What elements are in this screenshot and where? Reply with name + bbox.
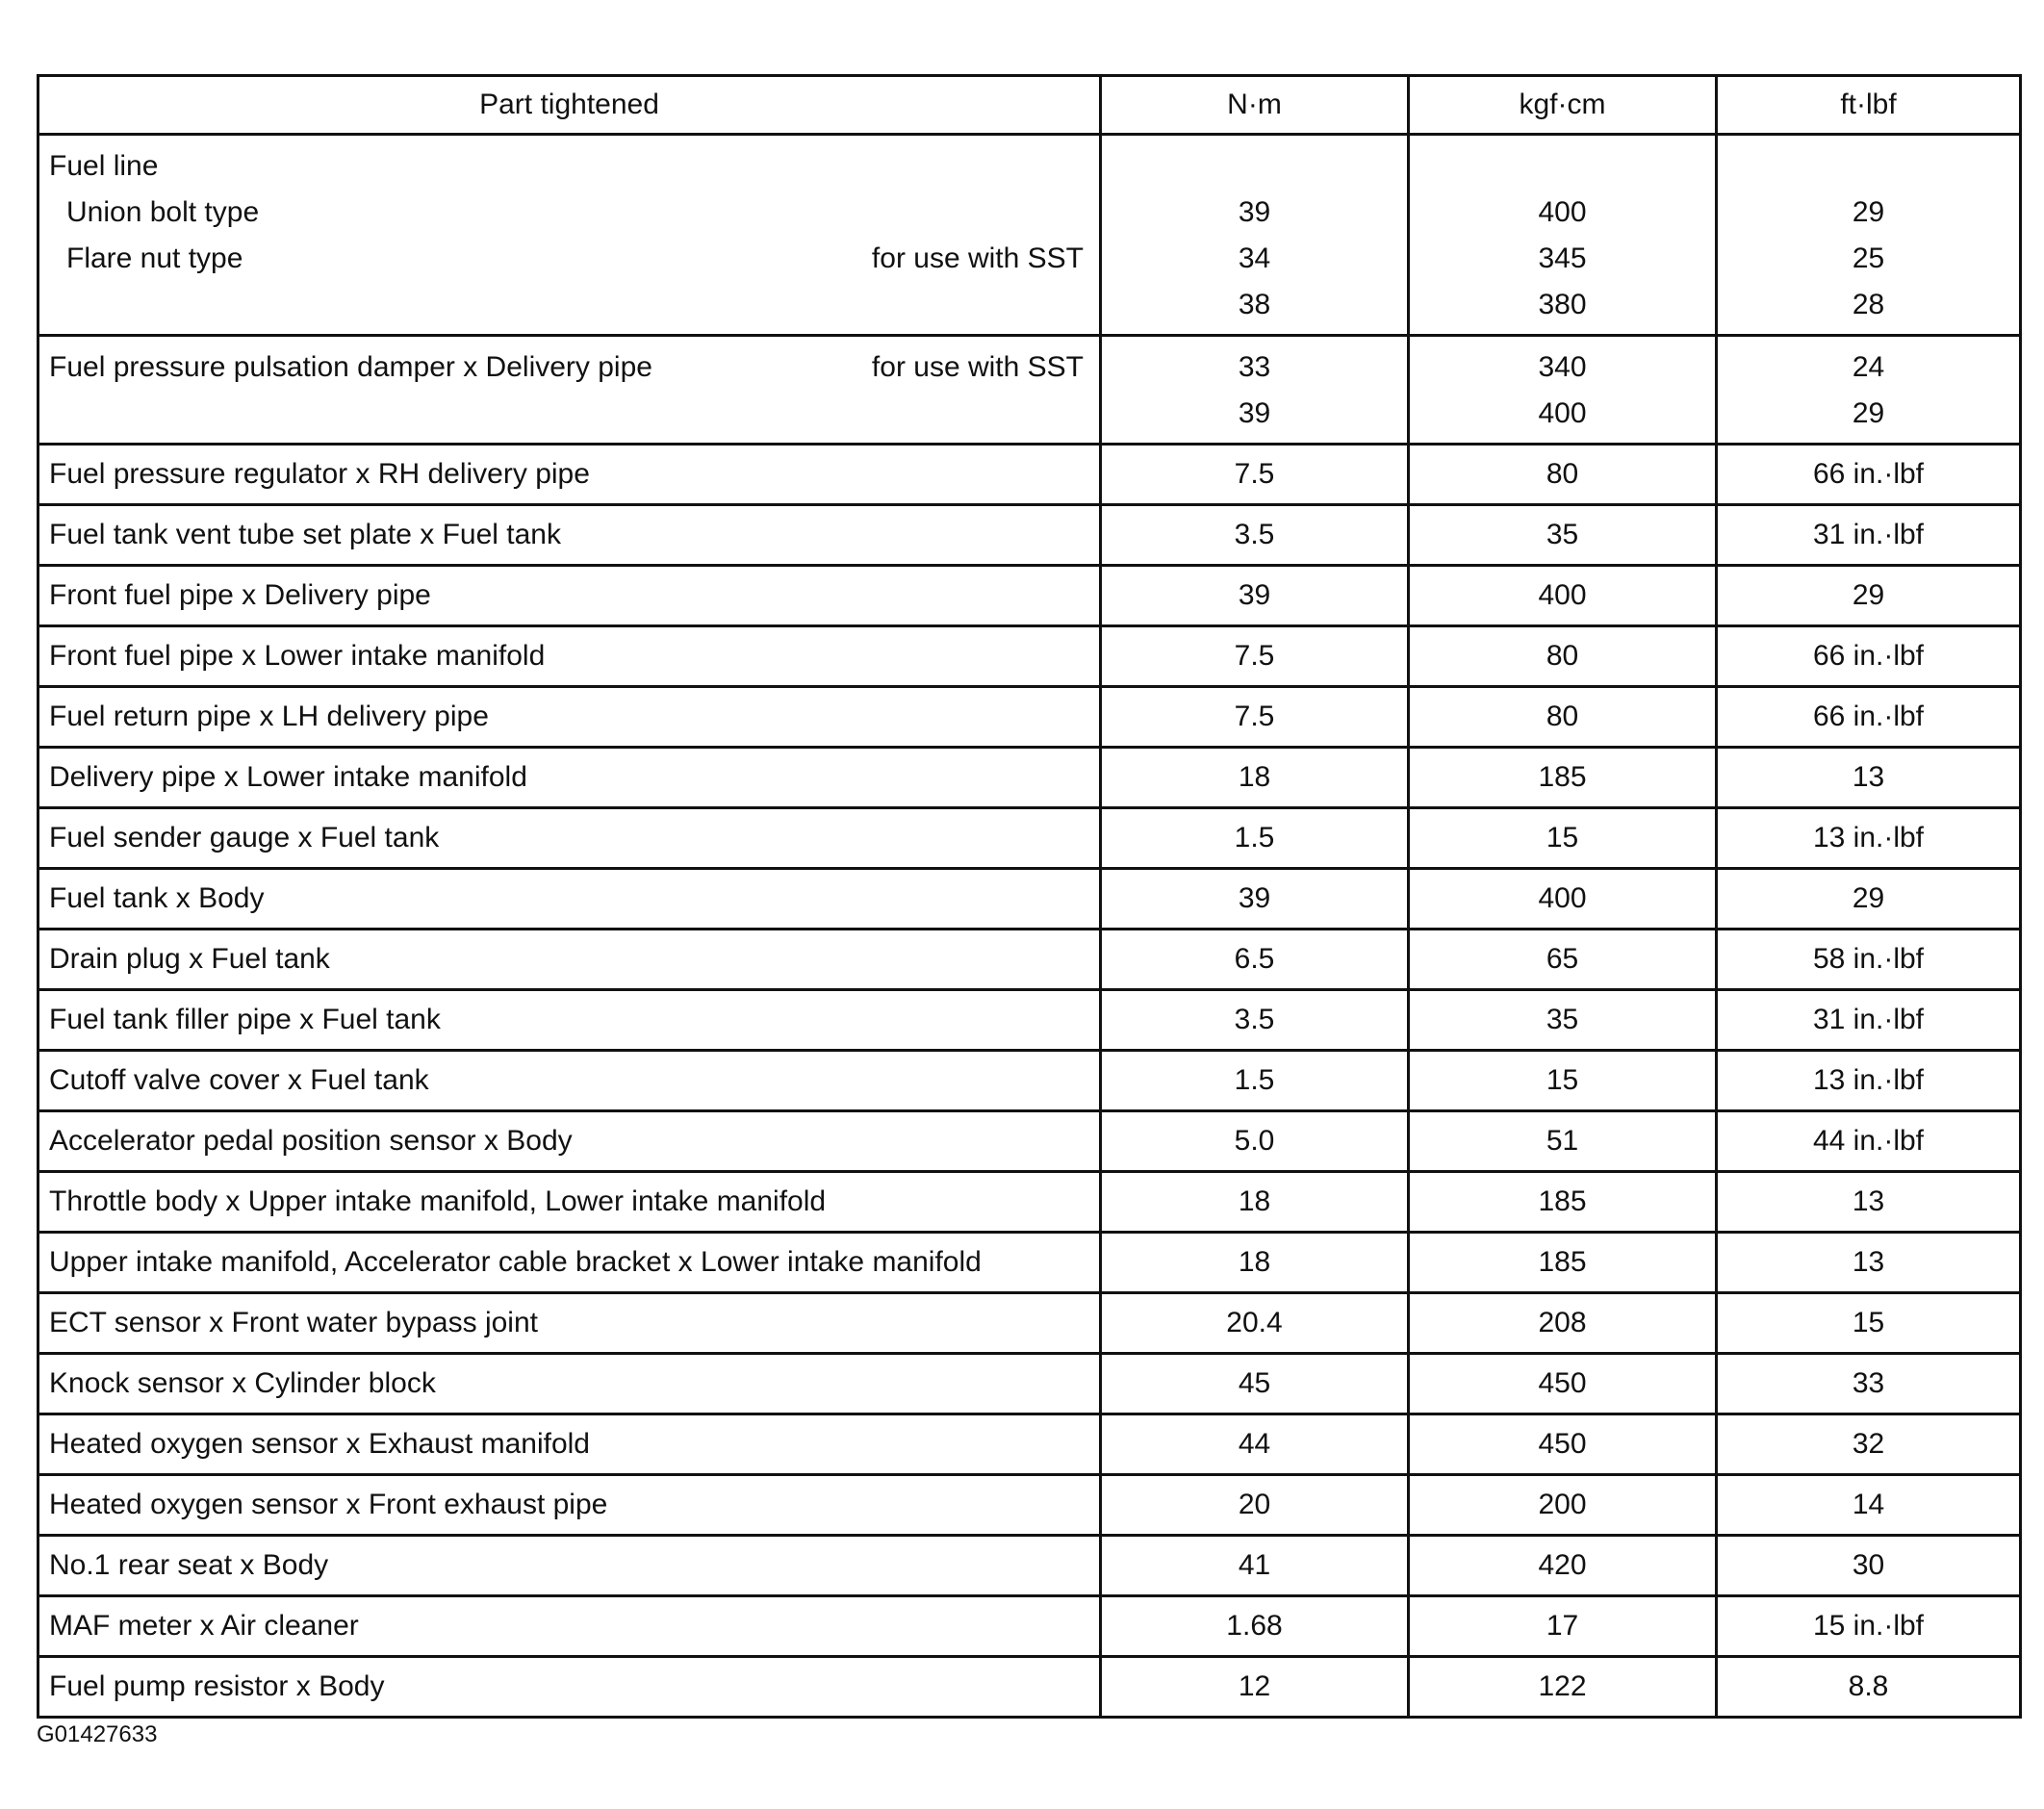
table-row [38, 1596, 2021, 1657]
row-part: Knock sensor x Cylinder block [38, 1354, 1101, 1414]
flare-nut-sst-note: for use with SST [871, 242, 1084, 274]
damper-ft: 29 [1852, 397, 1885, 429]
row-part: Fuel tank filler pipe x Fuel tank [38, 990, 1101, 1051]
table-row [38, 990, 2021, 1051]
row-kgf: 450 [1409, 1354, 1717, 1414]
table-row [38, 1414, 2021, 1475]
row-kgf: 200 [1409, 1475, 1717, 1536]
row-ft: 58 in.·lbf [1717, 930, 2021, 990]
row-ft: 29 [1717, 566, 2021, 626]
row-part: Heated oxygen sensor x Front exhaust pipe [38, 1475, 1101, 1536]
table-row [38, 1111, 2021, 1172]
table-row [38, 626, 2021, 687]
row-ft: 13 in.·lbf [1717, 1051, 2021, 1111]
row-part: Fuel tank vent tube set plate x Fuel tank [38, 505, 1101, 566]
row-kgf: 80 [1409, 445, 1717, 505]
union-bolt-label: Union bolt type [66, 196, 260, 228]
union-nm: 39 [1238, 196, 1271, 228]
damper-sst-kgf: 340 [1538, 351, 1587, 383]
row-kgf: 122 [1409, 1657, 1717, 1718]
row-part: MAF meter x Air cleaner [38, 1596, 1101, 1657]
damper-part-cell [38, 336, 1101, 445]
row-nm: 3.5 [1101, 990, 1409, 1051]
union-kgf: 400 [1538, 196, 1587, 228]
row-kgf: 185 [1409, 1172, 1717, 1233]
row-nm: 44 [1101, 1414, 1409, 1475]
blank-line [49, 282, 1084, 328]
table-row [38, 808, 2021, 869]
row-ft: 13 [1717, 1172, 2021, 1233]
fuel-line-ft-cell [1717, 135, 2021, 336]
row-ft: 31 in.·lbf [1717, 505, 2021, 566]
fuel-line-title-line [49, 143, 1084, 190]
row-kgf: 15 [1409, 808, 1717, 869]
row-ft: 32 [1717, 1414, 2021, 1475]
row-nm: 18 [1101, 1172, 1409, 1233]
row-nm: 1.68 [1101, 1596, 1409, 1657]
header-row [38, 76, 2021, 135]
row-part: Front fuel pipe x Delivery pipe [38, 566, 1101, 626]
flare-nut-label: Flare nut type [66, 242, 243, 274]
row-ft: 13 [1717, 748, 2021, 808]
damper-kgf-cell [1409, 336, 1717, 445]
row-part: Fuel pump resistor x Body [38, 1657, 1101, 1718]
damper-ft-cell [1717, 336, 2021, 445]
header-kgfcm: kgf·cm [1409, 76, 1717, 135]
damper-sst-nm: 33 [1238, 351, 1271, 383]
damper-sst-ft: 24 [1852, 351, 1885, 383]
figure-id: G01427633 [37, 1721, 158, 1747]
table-row [38, 505, 2021, 566]
table-row [38, 869, 2021, 930]
row-ft: 14 [1717, 1475, 2021, 1536]
header-part-tightened: Part tightened [38, 76, 1101, 135]
row-kgf: 450 [1409, 1414, 1717, 1475]
damper-nm: 39 [1238, 397, 1271, 429]
row-part: Upper intake manifold, Accelerator cable bracket x Lower intake manifold [38, 1233, 1101, 1293]
row-part: Drain plug x Fuel tank [38, 930, 1101, 990]
fuel-line-group-row [38, 135, 2021, 336]
row-part: Fuel sender gauge x Fuel tank [38, 808, 1101, 869]
row-nm: 45 [1101, 1354, 1409, 1414]
flare-sst-ft: 25 [1852, 242, 1885, 274]
fuel-line-kgf-cell [1409, 135, 1717, 336]
row-kgf: 400 [1409, 869, 1717, 930]
row-nm: 7.5 [1101, 445, 1409, 505]
table-row [38, 566, 2021, 626]
table-row [38, 1657, 2021, 1718]
row-part: Fuel pressure regulator x RH delivery pipe [38, 445, 1101, 505]
damper-group-row [38, 336, 2021, 445]
row-kgf: 80 [1409, 687, 1717, 748]
row-ft: 13 in.·lbf [1717, 808, 2021, 869]
row-nm: 12 [1101, 1657, 1409, 1718]
row-kgf: 80 [1409, 626, 1717, 687]
damper-title: Fuel pressure pulsation damper x Delivery pipe [49, 351, 652, 383]
row-ft: 29 [1717, 869, 2021, 930]
fuel-line-title: Fuel line [49, 150, 159, 182]
table-row [38, 930, 2021, 990]
row-kgf: 420 [1409, 1536, 1717, 1596]
table-row [38, 1293, 2021, 1354]
row-part: Heated oxygen sensor x Exhaust manifold [38, 1414, 1101, 1475]
row-nm: 1.5 [1101, 1051, 1409, 1111]
row-nm: 18 [1101, 748, 1409, 808]
row-part: Front fuel pipe x Lower intake manifold [38, 626, 1101, 687]
row-ft: 44 in.·lbf [1717, 1111, 2021, 1172]
fuel-line-nm-cell [1101, 135, 1409, 336]
row-part: Accelerator pedal position sensor x Body [38, 1111, 1101, 1172]
row-part: Fuel return pipe x LH delivery pipe [38, 687, 1101, 748]
row-nm: 7.5 [1101, 626, 1409, 687]
row-kgf: 35 [1409, 990, 1717, 1051]
row-nm: 1.5 [1101, 808, 1409, 869]
table-row [38, 1536, 2021, 1596]
row-kgf: 15 [1409, 1051, 1717, 1111]
row-ft: 33 [1717, 1354, 2021, 1414]
row-ft: 66 in.·lbf [1717, 626, 2021, 687]
row-kgf: 208 [1409, 1293, 1717, 1354]
row-nm: 39 [1101, 869, 1409, 930]
row-kgf: 35 [1409, 505, 1717, 566]
union-ft: 29 [1852, 196, 1885, 228]
header-ftlbf: ft·lbf [1717, 76, 2021, 135]
row-ft: 66 in.·lbf [1717, 445, 2021, 505]
row-nm: 5.0 [1101, 1111, 1409, 1172]
row-kgf: 185 [1409, 748, 1717, 808]
row-kgf: 185 [1409, 1233, 1717, 1293]
row-nm: 20 [1101, 1475, 1409, 1536]
row-ft: 8.8 [1717, 1657, 2021, 1718]
row-nm: 3.5 [1101, 505, 1409, 566]
row-nm: 39 [1101, 566, 1409, 626]
row-part: Delivery pipe x Lower intake manifold [38, 748, 1101, 808]
row-nm: 20.4 [1101, 1293, 1409, 1354]
fuel-line-part-cell [38, 135, 1101, 336]
row-ft: 30 [1717, 1536, 2021, 1596]
table-row [38, 1233, 2021, 1293]
blank-line [49, 391, 1084, 437]
row-nm: 6.5 [1101, 930, 1409, 990]
row-part: Fuel tank x Body [38, 869, 1101, 930]
row-part: ECT sensor x Front water bypass joint [38, 1293, 1101, 1354]
flare-sst-kgf: 345 [1538, 242, 1587, 274]
row-part: Cutoff valve cover x Fuel tank [38, 1051, 1101, 1111]
row-part: Throttle body x Upper intake manifold, Lower intake manifold [38, 1172, 1101, 1233]
flare-nut-line [49, 236, 1084, 282]
table-row [38, 1354, 2021, 1414]
flare-ft: 28 [1852, 289, 1885, 320]
flare-nm: 38 [1238, 289, 1271, 320]
table-row [38, 1475, 2021, 1536]
row-nm: 7.5 [1101, 687, 1409, 748]
row-nm: 18 [1101, 1233, 1409, 1293]
row-nm: 41 [1101, 1536, 1409, 1596]
row-ft: 15 in.·lbf [1717, 1596, 2021, 1657]
header-nm: N·m [1101, 76, 1409, 135]
table-row [38, 1172, 2021, 1233]
row-kgf: 51 [1409, 1111, 1717, 1172]
damper-kgf: 400 [1538, 397, 1587, 429]
table-row [38, 1051, 2021, 1111]
flare-kgf: 380 [1538, 289, 1587, 320]
row-ft: 66 in.·lbf [1717, 687, 2021, 748]
damper-nm-cell [1101, 336, 1409, 445]
row-ft: 15 [1717, 1293, 2021, 1354]
union-bolt-line [49, 190, 1084, 236]
table-row [38, 445, 2021, 505]
row-kgf: 400 [1409, 566, 1717, 626]
row-ft: 13 [1717, 1233, 2021, 1293]
damper-title-line [49, 344, 1084, 391]
table-row [38, 748, 2021, 808]
row-kgf: 17 [1409, 1596, 1717, 1657]
row-ft: 31 in.·lbf [1717, 990, 2021, 1051]
torque-spec-table [37, 74, 2022, 1719]
damper-sst-note: for use with SST [871, 351, 1084, 383]
flare-sst-nm: 34 [1238, 242, 1271, 274]
row-part: No.1 rear seat x Body [38, 1536, 1101, 1596]
row-kgf: 65 [1409, 930, 1717, 990]
table-row [38, 687, 2021, 748]
